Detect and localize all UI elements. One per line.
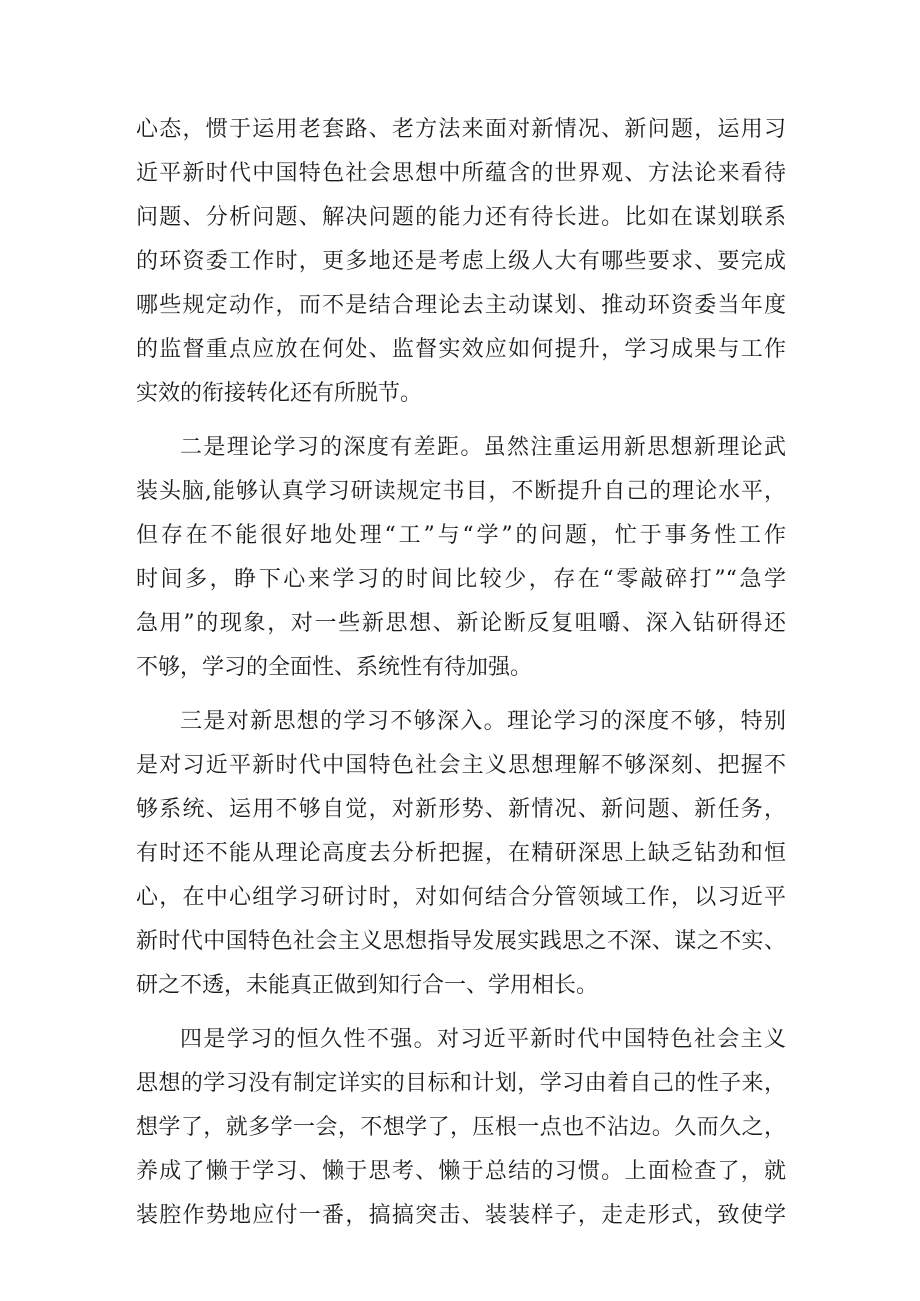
text-line: 的环资委工作时，更多地还是考虑上级人大有哪些要求、要完成 <box>136 249 786 274</box>
paragraph-gap <box>136 416 786 426</box>
text-line: 有时还不能从理论高度去分析把握，在精研深思上缺乏钻劲和恒 <box>136 841 786 866</box>
text-line: 问题、分析问题、解决问题的能力还有待长进。比如在谋划联系 <box>136 205 786 230</box>
text-line: 新时代中国特色社会主义思想指导发展实践思之不深、谋之不实、 <box>136 929 786 954</box>
paragraph <box>136 1018 786 1238</box>
text-line: 装腔作势地应付一番，搞搞突击、装装样子，走走形式，致使学 <box>136 1203 786 1228</box>
paragraph-gap <box>136 690 786 700</box>
paragraph-gap <box>136 1008 786 1018</box>
text-line: 养成了懒于学习、懒于思考、懒于总结的习惯。上面检查了，就 <box>136 1159 786 1184</box>
text-line: 三是对新思想的学习不够深入。理论学习的深度不够，特别 <box>180 709 786 734</box>
text-line: 哪些规定动作，而不是结合理论去主动谋划、推动环资委当年度 <box>136 293 786 318</box>
text-line: 研之不透，未能真正做到知行合一、学用相长。 <box>136 973 599 998</box>
document-body <box>136 108 786 1238</box>
text-line: 二是理论学习的深度有差距。虽然注重运用新思想新理论武 <box>180 435 786 460</box>
text-line: 不够，学习的全面性、系统性有待加强。 <box>136 655 533 680</box>
text-line: 想学了，就多学一会，不想学了，压根一点也不沾边。久而久之， <box>136 1115 786 1140</box>
text-line: 是对习近平新时代中国特色社会主义思想理解不够深刻、把握不 <box>136 753 786 778</box>
paragraph <box>136 108 786 416</box>
text-line: 心，在中心组学习研讨时，对如何结合分管领域工作，以习近平 <box>136 885 786 910</box>
text-line: 思想的学习没有制定详实的目标和计划，学习由着自己的性子来， <box>136 1071 786 1096</box>
text-line: 实效的衔接转化还有所脱节。 <box>136 381 423 406</box>
text-line: 急用”的现象，对一些新思想、新论断反复咀嚼、深入钻研得还 <box>136 611 786 636</box>
paragraph <box>136 700 786 1008</box>
paragraph <box>136 426 786 690</box>
text-line: 近平新时代中国特色社会思想中所蕴含的世界观、方法论来看待 <box>136 161 786 186</box>
text-line: 装头脑,能够认真学习研读规定书目，不断提升自己的理论水平， <box>136 479 786 504</box>
text-line: 心态，惯于运用老套路、老方法来面对新情况、新问题，运用习 <box>136 117 786 142</box>
text-line: 够系统、运用不够自觉，对新形势、新情况、新问题、新任务， <box>136 797 786 822</box>
text-line: 但存在不能很好地处理“工”与“学”的问题，忙于事务性工作 <box>136 523 786 548</box>
text-line: 的监督重点应放在何处、监督实效应如何提升，学习成果与工作 <box>136 337 786 362</box>
text-line: 四是学习的恒久性不强。对习近平新时代中国特色社会主义 <box>180 1027 786 1052</box>
text-line: 时间多，睁下心来学习的时间比较少，存在“零敲碎打”“急学 <box>136 567 786 592</box>
